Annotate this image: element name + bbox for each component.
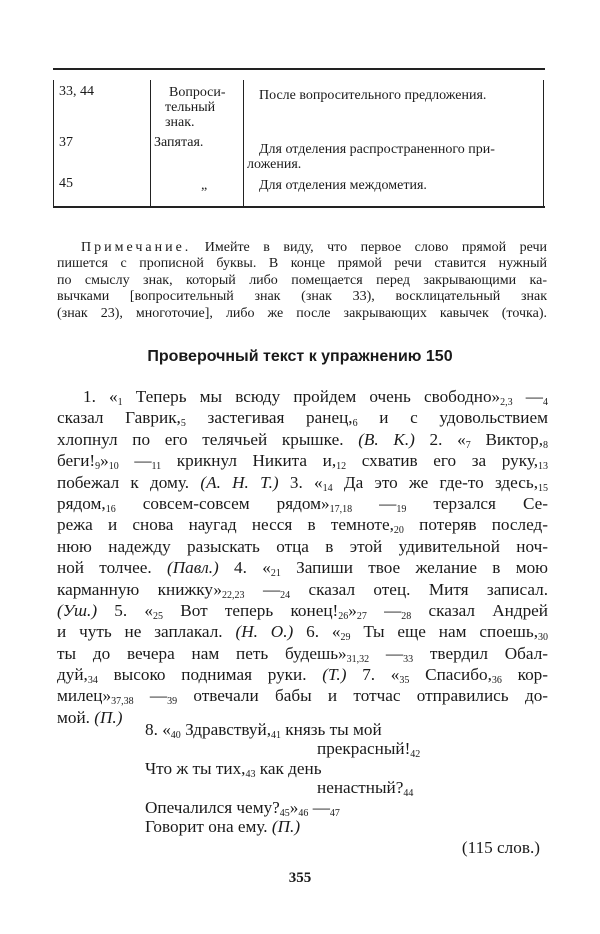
text-run: мой. <box>57 707 95 727</box>
text-run: 7. « <box>346 665 400 685</box>
sentence-number: 25 <box>153 610 164 622</box>
text-run: дуй, <box>57 665 88 685</box>
table-divider <box>150 80 151 206</box>
text-run: высоко поднимая руки. <box>97 665 323 685</box>
author-attribution: (Павл.) <box>167 558 219 578</box>
text-line <box>145 817 420 836</box>
note-line <box>57 240 547 256</box>
note-line: вычками [вопросительный знак (знак 33), восклицательный знак <box>57 289 547 305</box>
sentence-number: 8 <box>543 439 549 451</box>
text-run: побежал к дому. <box>57 472 201 492</box>
sentence-number: 39 <box>167 696 178 708</box>
text-run: сказал отец. Митя записал. <box>290 579 548 599</box>
text-run: застегивая ранец, <box>185 408 353 428</box>
sentence-number: 43 <box>245 768 256 780</box>
text-line <box>57 493 548 514</box>
note-line: пишется с прописной буквы. В конце прямой речи ставится нужный <box>57 256 547 272</box>
text-run: Говорит она ему. <box>145 817 272 837</box>
text-run: Опечалился чему? <box>145 797 280 817</box>
sentence-number: 11 <box>151 461 162 473</box>
text-run: нюю надежду разыскать отца в этой удивительной ноч- <box>57 536 548 556</box>
author-attribution: (П.) <box>271 817 301 837</box>
text-line <box>145 720 420 739</box>
section-heading: Проверочный текст к упражнению 150 <box>147 348 453 365</box>
text-run: Здравствуй, <box>180 720 271 739</box>
text-run: ты до вечера нам петь будешь» <box>57 643 347 663</box>
text-run: Теперь мы всюду пройдем очень свободно» <box>122 387 501 406</box>
sentence-number: 24 <box>280 589 291 601</box>
text-line <box>57 472 548 493</box>
text-run: — <box>244 579 281 599</box>
note-line: (знак 23), многоточие], либо же после закрывающих кавычек (точка). <box>57 305 547 321</box>
sign-line: тельный <box>165 100 216 115</box>
text-run: 8. « <box>145 720 171 739</box>
text-run: 3. « <box>278 472 323 492</box>
table-cell-usage <box>243 142 533 172</box>
sentence-number: 10 <box>108 461 119 473</box>
sentence-number: 31,32 <box>346 653 370 665</box>
text-run: Вот теперь конец! <box>163 600 339 620</box>
page-number: 355 <box>288 870 312 886</box>
text-run: сказал Гаврик, <box>57 408 181 428</box>
text-line <box>57 685 548 706</box>
sentence-number: 26 <box>338 610 349 622</box>
text-line <box>57 407 548 428</box>
text-run: хлопнул по его телячьей крышке. <box>57 429 359 449</box>
text-run: милец» <box>57 686 112 706</box>
text-line <box>145 759 420 778</box>
sentence-number: 29 <box>340 632 351 644</box>
text-run: Виктор, <box>470 429 544 449</box>
text-run: 2. « <box>414 429 466 449</box>
table-border-left <box>53 80 54 206</box>
sentence-number: 13 <box>538 461 549 473</box>
table-cell-number: 33, 44 <box>59 84 94 99</box>
exercise-text <box>57 386 548 728</box>
sentence-number: 9 <box>95 461 101 473</box>
sentence-number: 46 <box>298 807 309 819</box>
text-run: карманную книжку» <box>57 579 223 599</box>
table-cell-sign: „ <box>201 178 208 193</box>
sentence-number: 22,23 <box>222 589 245 601</box>
text-run: крикнул Никита и, <box>161 451 337 471</box>
sentence-number: 34 <box>87 675 98 687</box>
text-run: князь ты мой <box>281 720 382 739</box>
text-line <box>145 739 421 761</box>
text-run: — <box>369 643 404 663</box>
text-run: сказал Андрей <box>411 600 549 620</box>
text-line <box>57 579 548 600</box>
text-run: » <box>348 600 357 620</box>
text-run: режа и снова наугад несся в темноте, <box>57 515 394 535</box>
text-run: отвечали бабы и тотчас отправились до- <box>177 686 549 706</box>
sentence-number: 47 <box>329 807 340 819</box>
text-run: твердил Обал- <box>413 643 549 663</box>
sentence-number: 35 <box>399 675 410 687</box>
sentence-number: 1 <box>117 397 123 408</box>
sign-line: Вопроси- <box>169 85 226 100</box>
table-cell-number: 45 <box>59 176 73 191</box>
text-line <box>57 386 548 407</box>
sentence-number: 6 <box>352 418 358 430</box>
sentence-number: 42 <box>410 749 421 761</box>
text-run: беги! <box>57 451 96 471</box>
text-run: — <box>352 493 397 513</box>
text-run: 5. « <box>97 600 154 620</box>
note-line: по смыслу знак, который либо помещается перед закрывающими ка- <box>57 272 547 288</box>
text-run: Ты еще нам споешь, <box>350 622 538 642</box>
table-cell-number: 37 <box>59 135 73 150</box>
text-run: — <box>308 797 330 817</box>
table-cell-usage: После вопросительного предложения. <box>259 88 487 103</box>
word-count: (115 слов.) <box>461 838 540 857</box>
sentence-number: 15 <box>538 482 548 494</box>
text-run: схватив его за руку, <box>346 451 539 471</box>
sentence-number: 45 <box>279 807 290 819</box>
author-attribution: (А. Н. Т.) <box>200 472 279 492</box>
text-line <box>57 450 548 471</box>
text-run: ненастный? <box>317 778 404 798</box>
text-line <box>57 514 548 535</box>
table-cell-sign: Запятая. <box>154 135 204 150</box>
author-attribution: (Н. О.) <box>235 622 294 642</box>
text-run: Спасибо, <box>409 665 492 685</box>
text-line <box>57 664 548 685</box>
text-run: прекрасный! <box>317 739 411 759</box>
sentence-number: 37,38 <box>111 696 134 708</box>
text-run: ной толчее. <box>57 558 168 578</box>
sentence-number: 41 <box>271 730 281 741</box>
sentence-number: 17,18 <box>329 503 353 515</box>
text-run: 1. « <box>83 387 118 406</box>
note-label: Примечание. <box>81 240 192 255</box>
text-line <box>57 429 548 450</box>
sentence-number: 21 <box>270 568 281 580</box>
sentence-number: 16 <box>105 503 116 515</box>
sentence-number: 40 <box>170 730 181 741</box>
punctuation-table <box>53 68 545 208</box>
text-run: совсем-совсем рядом» <box>115 493 330 513</box>
sentence-number: 28 <box>401 610 412 622</box>
sentence-number: 14 <box>322 482 333 494</box>
text-run: и с удовольствием <box>357 408 548 428</box>
author-attribution: (Уш.) <box>57 600 98 620</box>
text-run: терзался Се- <box>406 493 548 513</box>
text-run: — <box>366 600 402 620</box>
text-run: как день <box>255 758 322 778</box>
sentence-number: 12 <box>336 461 347 473</box>
sentence-number: 20 <box>393 525 404 537</box>
usage-line: ложения. <box>247 157 302 172</box>
text-run: Да это же где-то здесь, <box>332 472 538 492</box>
text-line <box>57 557 548 578</box>
text-run: Запиши твое желание в мою <box>280 558 549 578</box>
sentence-number: 30 <box>538 632 548 644</box>
sentence-number: 4 <box>543 397 548 408</box>
table-cell-usage: Для отделения междометия. <box>259 178 427 193</box>
text-run: » <box>100 451 109 471</box>
sentence-number: 27 <box>356 610 367 622</box>
text-run: — <box>118 451 152 471</box>
table-cell-sign <box>165 85 226 130</box>
text-run: рядом, <box>57 493 106 513</box>
text-line <box>57 600 548 621</box>
text-line <box>145 778 420 800</box>
text-run: кор- <box>501 665 549 685</box>
text-line <box>57 621 548 642</box>
sentence-number: 44 <box>403 788 414 800</box>
text-run: — <box>133 686 168 706</box>
text-run: 4. « <box>218 558 271 578</box>
author-attribution: (Т.) <box>322 665 347 685</box>
note-text: Имейте в виду, что первое слово прямой речи <box>204 240 548 255</box>
text-run: 6. « <box>293 622 341 642</box>
sentence-number: 5 <box>180 418 186 430</box>
text-line <box>57 643 548 664</box>
author-attribution: (П.) <box>94 707 123 727</box>
sign-line: знак. <box>165 115 195 130</box>
sentence-number: 2,3 <box>500 397 513 408</box>
text-run: » <box>289 797 299 817</box>
sentence-number: 36 <box>491 675 502 687</box>
text-run: потеряв послед- <box>403 515 548 535</box>
text-line <box>145 798 420 817</box>
table-border-right <box>543 80 544 206</box>
usage-line: Для отделения распространенного при- <box>259 142 495 157</box>
note <box>57 240 547 322</box>
sentence-number: 7 <box>465 439 471 451</box>
text-run: Что ж ты тих, <box>145 758 246 778</box>
author-attribution: (В. К.) <box>358 429 415 449</box>
poem <box>145 720 420 836</box>
sentence-number: 33 <box>403 653 414 665</box>
sentence-number: 19 <box>396 503 407 515</box>
text-run: и чуть не заплакал. <box>57 622 236 642</box>
text-run: — <box>512 387 543 406</box>
text-line <box>57 536 548 557</box>
